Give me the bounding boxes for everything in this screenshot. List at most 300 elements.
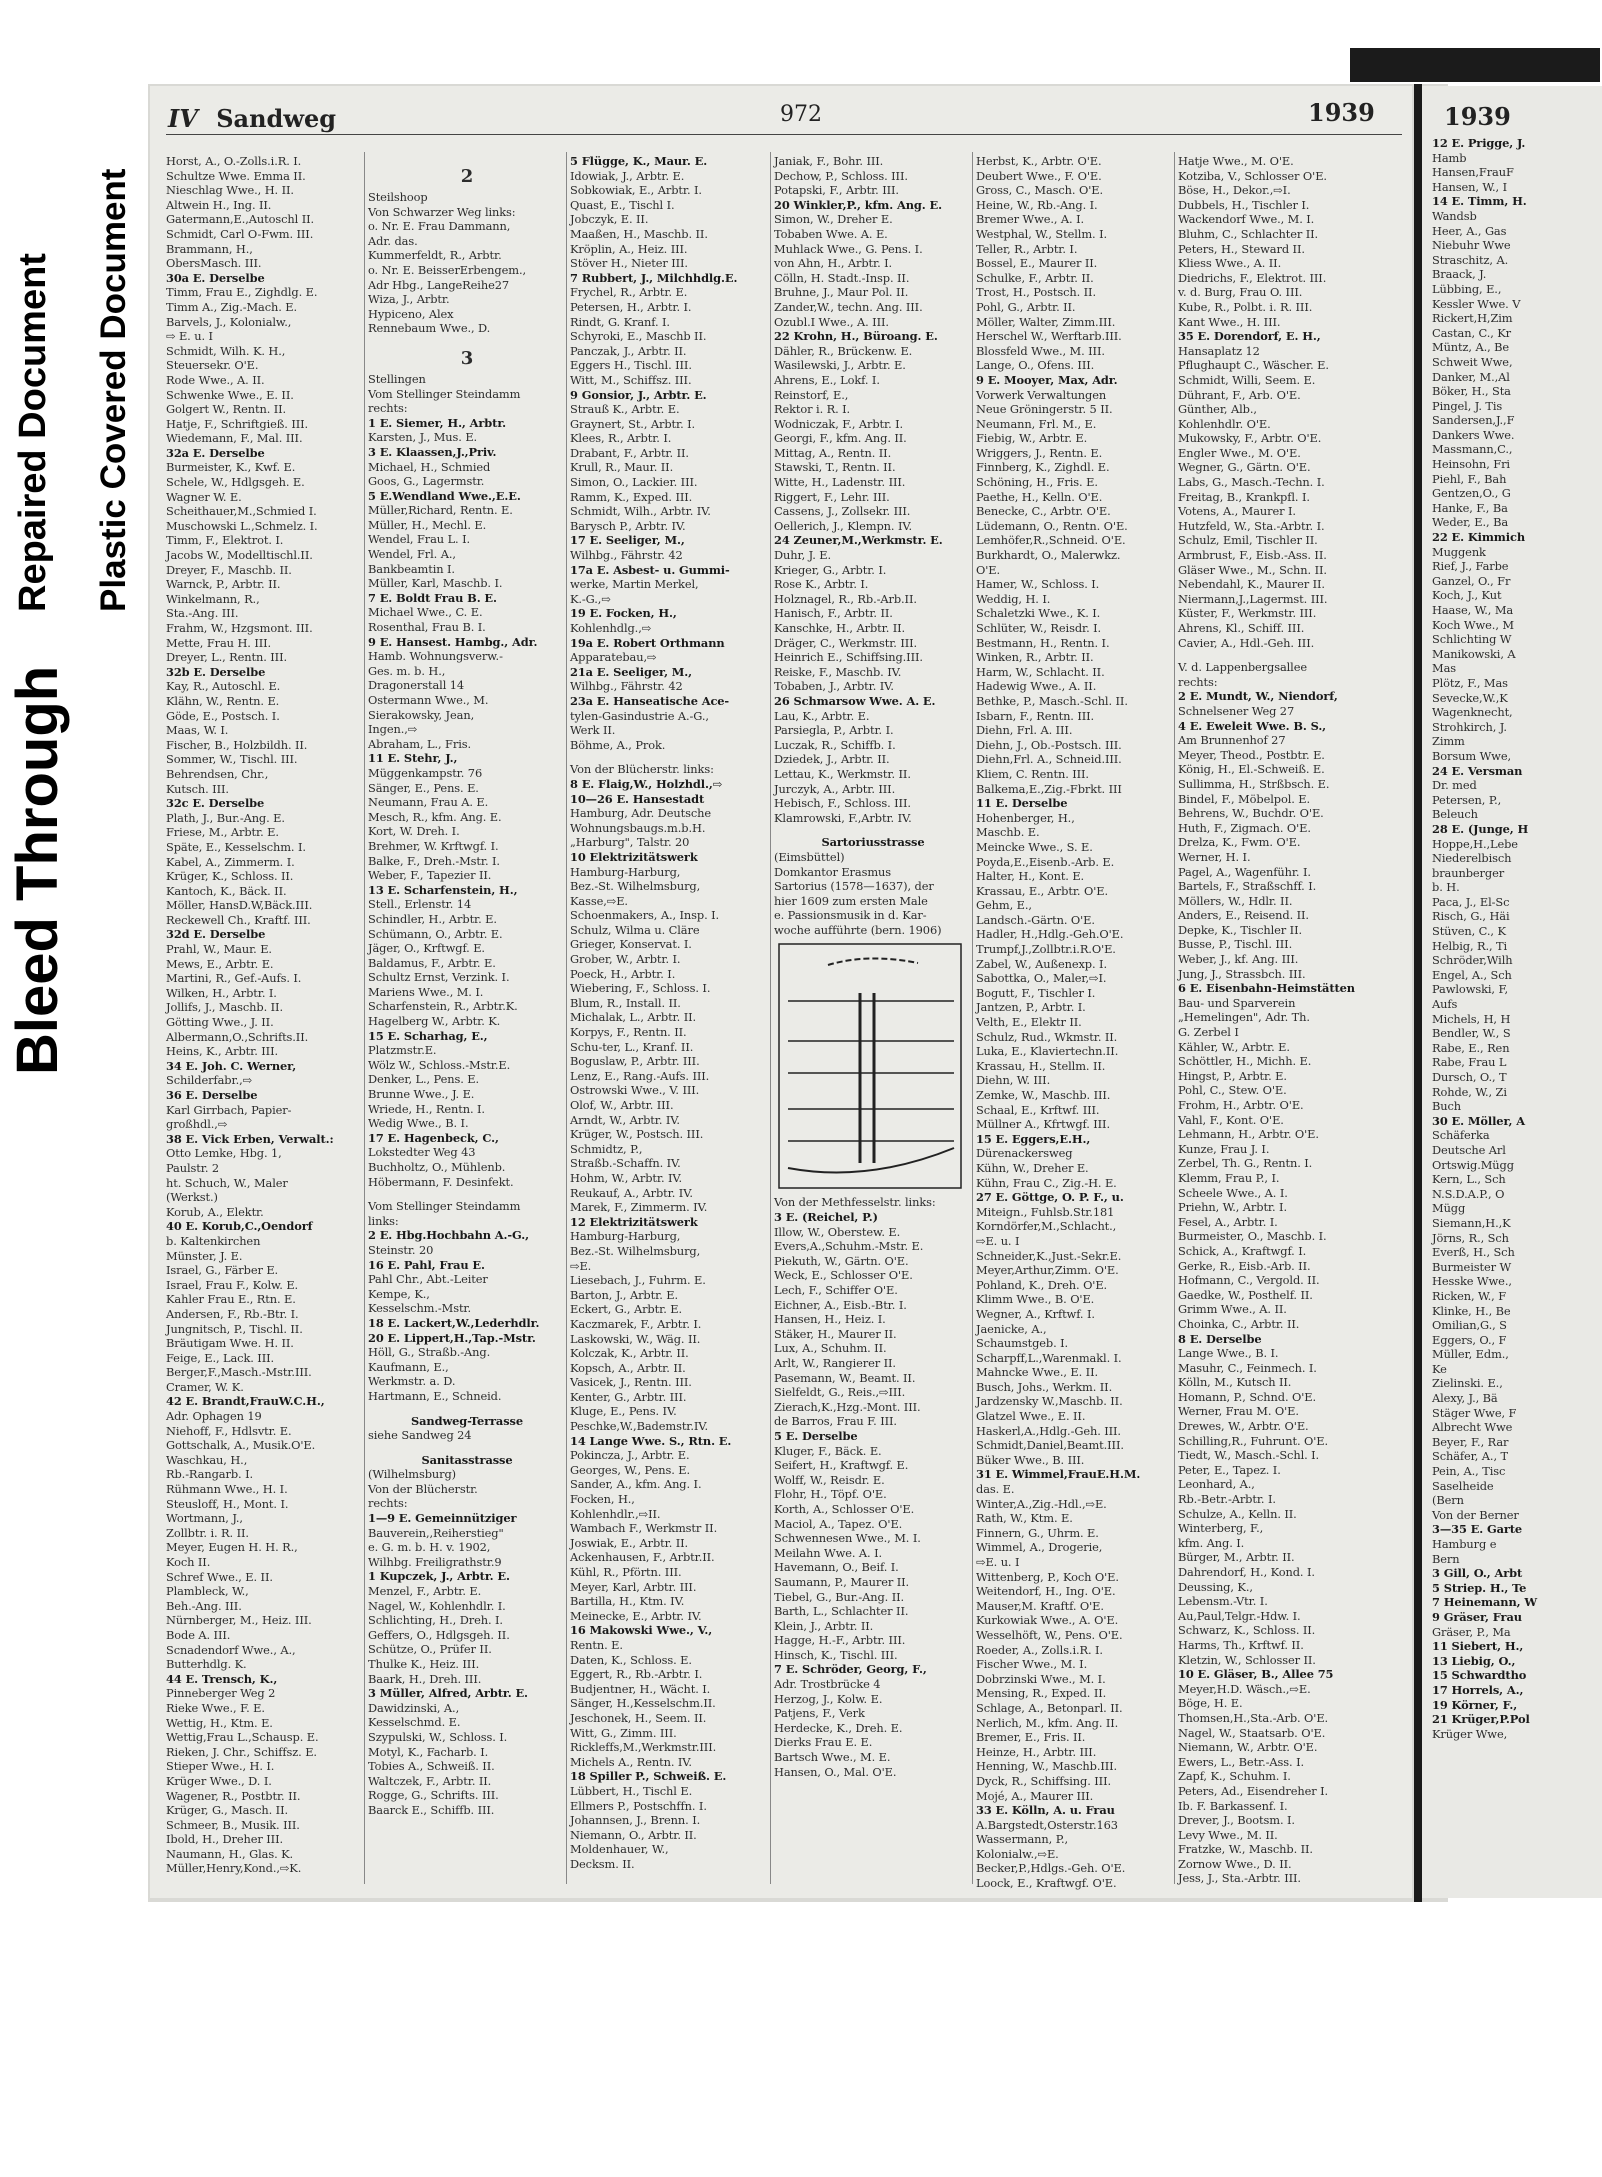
directory-entry: Bogutt, F., Tischler I. <box>976 985 1096 1000</box>
directory-entry: Teller, R., Arbtr. I. <box>976 241 1078 256</box>
directory-entry: Dechow, P., Schloss. III. <box>774 168 908 183</box>
directory-entry: Bankbeamtin I. <box>368 561 455 576</box>
directory-entry: Schnelsener Weg 27 <box>1178 703 1295 718</box>
directory-entry: Kolczak, K., Arbtr. II. <box>570 1346 689 1361</box>
directory-entry: Sielfeldt, G., Reis.,⇨III. <box>774 1385 906 1400</box>
directory-entry: Jäger, O., Krftwgf. E. <box>368 941 485 956</box>
directory-entry: Weddig, H. I. <box>976 591 1051 606</box>
directory-entry: Saumann, P., Maurer II. <box>774 1574 910 1589</box>
directory-entry: Balkema,E.,Zig.-Fbrkt. III <box>976 781 1122 796</box>
column-rule <box>972 152 973 1884</box>
directory-entry: Wittenberg, P., Koch O'E. <box>976 1569 1119 1584</box>
directory-entry: Michels A., Rentn. IV. <box>570 1754 692 1769</box>
directory-entry: o. Nr. E. BeisserErbengem., <box>368 262 526 277</box>
directory-entry: 1 Kupczek, J., Arbtr. E. <box>368 1569 510 1584</box>
directory-entry: 11 E. Derselbe <box>976 796 1068 811</box>
directory-entry: Pagel, A., Wagenführ. I. <box>1178 864 1311 879</box>
directory-entry: Werner, H. I. <box>1178 849 1251 864</box>
directory-entry: Werkmstr. a. D. <box>368 1374 456 1389</box>
directory-entry: Wackendorf Wwe., M. I. <box>1178 212 1315 227</box>
adjacent-entry: 11 Siebert, H., <box>1432 1639 1524 1654</box>
directory-entry: Adr. Ophagen 19 <box>166 1409 262 1424</box>
directory-entry: Wolff, W., Reisdr. E. <box>774 1472 885 1487</box>
directory-entry: Bindel, F., Möbelpol. E. <box>1178 791 1311 806</box>
directory-entry: 30a E. Derselbe <box>166 270 265 285</box>
directory-entry: Wohnungsbaugs.m.b.H. <box>570 820 706 835</box>
directory-entry: 36 E. Derselbe <box>166 1088 258 1102</box>
directory-entry: Kay, R., Autoschl. E. <box>166 679 281 694</box>
directory-entry: Ostrowski Wwe., V. III. <box>570 1083 700 1098</box>
directory-entry: Glatzel Wwe., E. II. <box>976 1409 1086 1424</box>
directory-entry: Poeck, H., Arbtr. I. <box>570 966 676 981</box>
directory-entry: Lemhöfer,R.,Schneid. O'E. <box>976 533 1126 548</box>
directory-entry: Seifert, H., Kraftwgf. E. <box>774 1458 909 1473</box>
directory-entry: Kesselschm.-Mstr. <box>368 1301 472 1316</box>
directory-entry: Heinrich E., Schiffsing.III. <box>774 650 923 665</box>
spacer <box>368 1443 566 1453</box>
directory-entry: Kolonialw.,⇨E. <box>976 1846 1059 1861</box>
directory-entry: Maaßen, H., Maschb. II. <box>570 226 708 241</box>
directory-entry: Hamburg-Harburg, <box>570 864 681 879</box>
directory-entry: Diehn, Frl. A. III. <box>976 723 1073 738</box>
directory-entry: Gläser Wwe., M., Schn. II. <box>1178 562 1327 577</box>
adjacent-entry: 24 E. Versman <box>1432 763 1523 778</box>
directory-entry: Karsten, J., Mus. E. <box>368 430 478 445</box>
directory-entry: Otto Lemke, Hbg. 1, <box>166 1146 282 1161</box>
directory-entry: Harm, W., Schlacht. II. <box>976 664 1105 679</box>
adjacent-entry: Heinsohn, Fri <box>1432 457 1510 472</box>
directory-entry: Ibold, H., Dreher III. <box>166 1832 284 1847</box>
directory-entry: Kenter, G., Arbtr. III. <box>570 1389 687 1404</box>
directory-entry: Diehn, W. III. <box>976 1073 1051 1088</box>
directory-entry: Martini, R., Gef.-Aufs. I. <box>166 971 302 986</box>
directory-entry: Wedig Wwe., B. I. <box>368 1116 469 1131</box>
directory-entry: Timm A., Zig.-Mach. E. <box>166 299 298 314</box>
directory-entry: Rose K., Arbtr. I. <box>774 577 869 592</box>
directory-entry: Zapf, K., Schuhm. I. <box>1178 1769 1291 1784</box>
directory-entry: Schyroki, E., Maschb II. <box>570 329 707 344</box>
directory-entry: Burkhardt, O., Malerwkz. <box>976 548 1121 563</box>
directory-entry: Quast, E., Tischl I. <box>570 197 675 212</box>
directory-entry: Deubert Wwe., F. O'E. <box>976 168 1102 183</box>
directory-entry: Schaumstgeb. I. <box>976 1336 1069 1351</box>
directory-entry: Szypulski, W., Schloss. I. <box>368 1729 508 1744</box>
directory-entry: Duhr, J. E. <box>774 548 831 563</box>
directory-entry: Budjentner, H., Wächt. I. <box>570 1681 711 1696</box>
directory-entry: Korpys, F., Rentn. II. <box>570 1025 687 1040</box>
directory-entry: Adr. Trostbrücke 4 <box>774 1677 881 1692</box>
section-heading: 2 <box>460 166 474 187</box>
directory-entry: Von der Blücherstr. <box>368 1481 478 1496</box>
directory-entry: 16 Makowski Wwe., V., <box>570 1623 713 1638</box>
adjacent-entry: Buch <box>1432 1099 1462 1114</box>
directory-entry: 19 E. Focken, H., <box>570 606 677 621</box>
directory-entry: Nieschlag Wwe., H. II. <box>166 183 294 198</box>
adjacent-entry: 3 Gill, O., Arbt <box>1432 1566 1523 1581</box>
directory-entry: Illow, W., Oberstew. E. <box>774 1224 901 1239</box>
adjacent-entry: Hanke, F., Ba <box>1432 500 1508 515</box>
directory-entry: hier 1609 zum ersten Male <box>774 893 928 908</box>
directory-entry: Dührant, F., Arb. O'E. <box>1178 387 1301 402</box>
directory-entry: Nürnberger, M., Heiz. III. <box>166 1613 312 1628</box>
adjacent-entry: Omilian,G., S <box>1432 1318 1507 1333</box>
directory-entry: Wilhbg., Fährstr. 42 <box>570 548 683 563</box>
directory-entry: Sänger, E., Pens. E. <box>368 780 479 795</box>
directory-entry: Wagener, R., Postbtr. II. <box>166 1788 301 1803</box>
directory-entry: Jaenicke, A., <box>976 1321 1047 1336</box>
directory-entry: Andersen, F., Rb.-Btr. I. <box>166 1306 299 1321</box>
directory-entry: Mensing, R., Exped. II. <box>976 1686 1107 1701</box>
directory-entry: Wriggers, J., Rentn. E. <box>976 445 1103 460</box>
directory-column <box>774 154 972 1884</box>
directory-entry: Fischer, B., Holzbildh. II. <box>166 737 308 752</box>
directory-entry: Idowiak, J., Arbtr. E. <box>570 168 685 183</box>
directory-entry: Bartsch Wwe., M. E. <box>774 1750 891 1765</box>
street-location-map <box>778 943 962 1189</box>
directory-entry: Klähn, W., Rentn. E. <box>166 693 280 708</box>
directory-entry: Gottschalk, A., Musik.O'E. <box>166 1438 316 1453</box>
directory-entry: Meyer, Karl, Arbtr. III. <box>570 1579 697 1594</box>
directory-entry: Niermann,J.,Lagermst. III. <box>1178 591 1328 606</box>
directory-entry: Choinka, C., Arbtr. II. <box>1178 1316 1300 1331</box>
directory-entry: Cassens, J., Zollsekr. III. <box>774 504 911 519</box>
directory-entry: Scharpff,L.,Warenmakl. I. <box>976 1350 1122 1365</box>
directory-entry: Schöttler, H., Michh. E. <box>1178 1054 1312 1069</box>
directory-entry: Hatje Wwe., M. O'E. <box>1178 154 1294 168</box>
directory-entry: Gross, C., Masch. O'E. <box>976 183 1103 198</box>
adjacent-entry: Sandersen,J.,F <box>1432 413 1515 428</box>
directory-entry: Sta.-Ang. III. <box>166 606 239 621</box>
directory-entry: Neumann, Frau A. E. <box>368 795 489 810</box>
directory-entry: Schmidt, Wilh., Arbtr. IV. <box>570 504 711 519</box>
directory-entry: Pinneberger Weg 2 <box>166 1686 276 1701</box>
directory-entry: Niehoff, F., Hdlsvtr. E. <box>166 1423 292 1438</box>
adjacent-entry: Mas <box>1432 661 1456 676</box>
directory-entry: Rieken, J. Chr., Schiffsz. E. <box>166 1744 317 1759</box>
adjacent-entry: Klinke, H., Be <box>1432 1303 1511 1318</box>
adjacent-entry: Schröder,Wilh <box>1432 953 1513 968</box>
directory-entry: Krieger, G., Arbtr. I. <box>774 562 887 577</box>
directory-entry: Lange Wwe., B. I. <box>1178 1346 1279 1361</box>
directory-entry: Wambach F., Werkmstr II. <box>570 1521 718 1536</box>
directory-entry: Luka, E., Klaviertechn.II. <box>976 1044 1119 1059</box>
directory-entry: Ib. F. Barkassenf. I. <box>1178 1798 1288 1813</box>
directory-entry: Kluger, F., Bäck. E. <box>774 1443 882 1458</box>
directory-entry: Daten, K., Schloss. E. <box>570 1652 692 1667</box>
directory-entry: Grimm Wwe., A. II. <box>1178 1302 1287 1317</box>
adjacent-entry: Böker, H., Sta <box>1432 384 1511 399</box>
adjacent-entry: Schäfer, A., T <box>1432 1449 1508 1464</box>
directory-entry: Schlüter, W., Reisdr. I. <box>976 621 1102 635</box>
directory-entry: Lenz, E., Rang.-Aufs. III. <box>570 1068 710 1083</box>
directory-entry: Stellingen <box>368 371 426 386</box>
section-heading: Sanitasstrasse <box>421 1452 513 1467</box>
adjacent-entry: Kessler Wwe. V <box>1432 296 1521 311</box>
directory-entry: Janiak, F., Bohr. III. <box>774 154 884 168</box>
directory-entry: Luczak, R., Schiffb. I. <box>774 737 896 752</box>
directory-entry: Horst, A., O.-Zolls.i.R. I. <box>166 154 302 168</box>
directory-entry: Maciol, A., Tapez. O'E. <box>774 1516 903 1531</box>
directory-entry: Krüger, W., Postsch. III. <box>570 1127 704 1142</box>
adjacent-entry: Koch Wwe., M <box>1432 617 1514 632</box>
directory-entry: Korth, A., Schlosser O'E. <box>774 1501 915 1516</box>
directory-entry: 23a E. Hanseatische Ace- <box>570 693 730 708</box>
directory-entry: Naumann, H., Glas. K. <box>166 1846 294 1861</box>
directory-entry: Zabel, W., Außenexp. I. <box>976 956 1107 971</box>
directory-entry: Eichner, A., Eisb.-Btr. I. <box>774 1297 907 1312</box>
directory-entry: Fratzke, W., Maschb. II. <box>1178 1842 1313 1857</box>
directory-entry: Fesel, A., Arbtr. I. <box>1178 1214 1278 1229</box>
directory-entry: Graynert, St., Arbtr. I. <box>570 416 696 431</box>
directory-entry: Bauverein,,Reiherstieg" <box>368 1525 504 1540</box>
directory-entry: Lux, A., Schuhm. II. <box>774 1341 887 1356</box>
directory-entry: Kähler, W., Arbtr. E. <box>1178 1039 1290 1054</box>
directory-entry: Haskerl,A.,Hdlg.-Geh. III. <box>976 1423 1121 1438</box>
directory-entry: Schoenmakers, A., Insp. I. <box>570 908 720 923</box>
directory-entry: V. d. Lappenbergsallee <box>1178 660 1307 675</box>
adjacent-entry: Rabe, Frau L <box>1432 1055 1507 1070</box>
directory-entry: Vorwerk Verwaltungen <box>976 387 1107 402</box>
directory-entry: Busse, P., Tischl. III. <box>1178 937 1293 952</box>
adjacent-entry: Stüven, C., K <box>1432 924 1506 939</box>
directory-entry: Müller,Richard, Rentn. E. <box>368 503 513 518</box>
directory-entry: Anders, E., Reisend. II. <box>1178 908 1309 923</box>
directory-entry: Georgi, F., kfm. Ang. II. <box>774 431 907 446</box>
directory-entry: 18 Spiller P., Schweiß. E. <box>570 1769 727 1784</box>
directory-entry: Schmidt,Daniel,Beamt.III. <box>976 1438 1124 1453</box>
directory-entry: Brehmer, W. Krftwgf. I. <box>368 838 499 853</box>
directory-entry: Roeder, A., Zolls.i.R. I. <box>976 1642 1103 1657</box>
spacer <box>368 1189 566 1199</box>
directory-entry: Drewes, W., Arbtr. O'E. <box>1178 1419 1309 1434</box>
directory-entry: Rektor i. R. I. <box>774 402 851 417</box>
adjacent-entry: Schweit Wwe, <box>1432 354 1513 369</box>
directory-entry: ⇨E. u. I <box>976 1233 1020 1248</box>
directory-entry: Rosenthal, Frau B. I. <box>368 620 486 635</box>
directory-entry: G. Zerbel I <box>1178 1025 1239 1040</box>
directory-entry: Plath, J., Bur.-Ang. E. <box>166 810 285 825</box>
directory-entry: Wilken, H., Arbtr. I. <box>166 985 277 1000</box>
directory-entry: Laskowski, W., Wäg. II. <box>570 1331 701 1346</box>
directory-entry: Lübbert, H., Tischl E. <box>570 1783 693 1798</box>
directory-entry: woche aufführte (bern. 1906) <box>774 922 942 937</box>
column-rule <box>364 152 365 1884</box>
directory-entry: Hebisch, F., Schloss. III. <box>774 796 911 811</box>
directory-entry: v. d. Burg, Frau O. III. <box>1178 285 1303 300</box>
directory-entry: Finnern, G., Uhrm. E. <box>976 1525 1099 1540</box>
adjacent-entry: Danker, M.,Al <box>1432 369 1510 384</box>
directory-entry: Goos, G., Lagermstr. <box>368 474 485 489</box>
directory-entry: Kohlenhdlr. O'E. <box>1178 416 1271 431</box>
directory-entry: Gaedke, W., Posthelf. II. <box>1178 1287 1313 1302</box>
directory-entry: Klamrowski, F.,Arbtr. IV. <box>774 810 912 825</box>
directory-entry: Schaal, E., Krftwf. III. <box>976 1102 1100 1117</box>
directory-entry: ⇨E. <box>570 1258 592 1273</box>
directory-entry: Baldamus, F., Arbtr. E. <box>368 955 496 970</box>
adjacent-year-heading: 1939 <box>1444 102 1511 131</box>
directory-entry: Bartilla, H., Ktm. IV. <box>570 1594 685 1609</box>
book-gutter <box>1414 84 1422 1902</box>
page-number: 972 <box>780 102 822 127</box>
directory-entry: Kesselschmd. E. <box>368 1715 461 1730</box>
directory-entry: Bremer Wwe., A. I. <box>976 212 1085 227</box>
directory-entry: Kunze, Frau J. I. <box>1178 1141 1270 1156</box>
adjacent-entry: Dankers Wwe. <box>1432 427 1515 442</box>
adjacent-entry: Weder, E., Ba <box>1432 515 1509 530</box>
directory-entry: Burmeister, K., Kwf. E. <box>166 460 296 475</box>
adjacent-page-text <box>1432 136 1602 1741</box>
directory-entry: 22 Krohn, H., Büroang. E. <box>774 329 938 344</box>
directory-entry: Dräger, C., Werkmstr. III. <box>774 635 918 650</box>
directory-entry: Kahler Frau E., Rtn. E. <box>166 1292 296 1307</box>
adjacent-entry: 7 Heinemann, W <box>1432 1595 1538 1610</box>
directory-entry: Velth, E., Elektr II. <box>976 1015 1082 1030</box>
directory-entry: Bremer, E., Fris. II. <box>976 1730 1086 1745</box>
directory-entry: Plambleck, W., <box>166 1584 249 1599</box>
adjacent-entry: Everß, H., Sch <box>1432 1245 1515 1260</box>
directory-entry: Sommer, W., Tischl. III. <box>166 752 298 767</box>
directory-entry: Hutzfeld, W., Sta.-Arbtr. I. <box>1178 518 1325 533</box>
directory-entry: Schwenke Wwe., E. II. <box>166 387 294 402</box>
directory-entry: Sabottka, O., Maler,⇨I. <box>976 971 1107 986</box>
directory-entry: Pohland, K., Dreh. O'E. <box>976 1277 1108 1292</box>
adjacent-entry: Pein, A., Tisc <box>1432 1464 1506 1479</box>
adjacent-entry: Hesske Wwe., <box>1432 1274 1512 1289</box>
directory-entry: Schindler, H., Arbtr. E. <box>368 911 497 926</box>
directory-entry: Platzmstr.E. <box>368 1043 437 1058</box>
directory-entry: Baark, H., Dreh. III. <box>368 1671 482 1686</box>
directory-entry: Altwein H., Ing. II. <box>166 197 272 212</box>
adjacent-entry: Rief, J., Farbe <box>1432 559 1509 574</box>
directory-entry: Hamb. Wohnungsverw.- <box>368 649 503 664</box>
directory-entry: Lettau, K., Werkmstr. II. <box>774 766 911 781</box>
adjacent-entry: Müntz, A., Be <box>1432 340 1510 355</box>
directory-entry: Warnck, P., Arbtr. II. <box>166 577 281 592</box>
directory-entry: Rieke Wwe., F. E. <box>166 1700 265 1715</box>
directory-entry: Baarck E., Schiffb. III. <box>368 1802 495 1817</box>
directory-entry: Rath, W., Ktm. E. <box>976 1511 1073 1526</box>
directory-entry: Armbrust, F., Eisb.-Ass. II. <box>1178 548 1327 563</box>
directory-column <box>976 154 1174 1891</box>
directory-entry: Götting Wwe., J. II. <box>166 1015 274 1030</box>
directory-entry: Cramer, W. K. <box>166 1379 244 1394</box>
directory-entry: Müller,Henry,Kond.,⇨K. <box>166 1861 302 1876</box>
directory-entry: Flohr, H., Töpf. O'E. <box>774 1487 887 1502</box>
directory-entry: Kühl, R., Pförtn. III. <box>570 1565 682 1579</box>
directory-entry: Miteign., Fuhlsb.Str.181 <box>976 1204 1115 1219</box>
directory-entry: Bestmann, H., Rentn. I. <box>976 635 1110 650</box>
directory-entry: Pohl, C., Stew. O'E. <box>1178 1083 1287 1098</box>
directory-entry: Kohlenhdlg.,⇨ <box>570 621 652 635</box>
adjacent-entry: Mügg <box>1432 1201 1466 1216</box>
directory-entry: Meyer, Eugen H. H. R., <box>166 1540 298 1555</box>
directory-entry: Brammann, H., <box>166 241 253 256</box>
directory-entry: Schultze Wwe. Emma II. <box>166 168 306 183</box>
directory-entry: Fischer Wwe., M. I. <box>976 1657 1088 1672</box>
directory-entry: 31 E. Wimmel,FrauE.H.M. <box>976 1467 1141 1482</box>
street-heading: Sandweg <box>216 104 337 133</box>
adjacent-entry: braunberger <box>1432 865 1505 880</box>
directory-entry: Eggers H., Tischl. III. <box>570 358 692 373</box>
directory-entry: 18 E. Lackert,W.,Lederhdlr. <box>368 1315 540 1330</box>
directory-entry: Ramm, K., Exped. III. <box>570 489 693 504</box>
adjacent-entry: Risch, G., Häi <box>1432 909 1510 924</box>
directory-entry: Von der Methfesselstr. links: <box>774 1195 936 1210</box>
directory-entry: Büker Wwe., B. III. <box>976 1452 1085 1467</box>
spacer <box>368 1404 566 1414</box>
directory-entry: Tobies A., Schweiß. II. <box>368 1759 495 1774</box>
adjacent-entry: Hamburg e <box>1432 1537 1497 1551</box>
directory-entry: Dreyer, L., Rentn. III. <box>166 650 287 665</box>
directory-entry: Nagel, W., Kohlenhdlr. I. <box>368 1598 506 1613</box>
directory-entry: Krüger Wwe., D. I. <box>166 1773 272 1788</box>
adjacent-page <box>1422 86 1602 1898</box>
volume-number: IV <box>168 104 198 133</box>
directory-entry: Herbst, K., Arbtr. O'E. <box>976 154 1102 168</box>
directory-entry: Hamburg-Harburg, <box>570 1229 681 1244</box>
directory-entry: Schmeer, B., Musik. III. <box>166 1817 300 1832</box>
directory-entry: ⇨E. u. I <box>976 1555 1020 1569</box>
adjacent-entry: 3—35 E. Garte <box>1432 1522 1523 1537</box>
directory-entry: Beh.-Ang. III. <box>166 1598 242 1613</box>
directory-entry: Möller, Walter, Zimm.III. <box>976 314 1116 329</box>
directory-entry: 7 Rubbert, J., Milchhdlg.E. <box>570 270 738 285</box>
directory-entry: (Werkst.) <box>166 1190 218 1205</box>
directory-entry: Herzog, J., Kolw. E. <box>774 1691 883 1706</box>
directory-entry: Masuhr, C., Feinmech. I. <box>1178 1360 1317 1375</box>
directory-entry: Werk II. <box>570 723 616 738</box>
adjacent-entry: b. H. <box>1432 880 1460 895</box>
directory-entry: Klees, R., Arbtr. I. <box>570 431 672 446</box>
directory-entry: 19a E. Robert Orthmann <box>570 635 725 650</box>
directory-entry: Kempe, K., <box>368 1286 430 1301</box>
directory-entry: Mews, E., Arbtr. E. <box>166 956 274 971</box>
directory-entry: Sierakowsky, Jean, <box>368 707 475 722</box>
directory-entry: Drelza, K., Fwm. O'E. <box>1178 835 1301 850</box>
directory-entry: Münster, J. E. <box>166 1248 243 1263</box>
adjacent-entry: Dursch, O., T <box>1432 1070 1507 1084</box>
directory-entry: Kube, R., Polbt. i. R. III. <box>1178 299 1313 314</box>
directory-entry: Vahl, F., Kont. O'E. <box>1178 1112 1284 1127</box>
directory-entry: Blum, R., Install. II. <box>570 995 681 1010</box>
directory-entry: Hingst, P., Arbtr. E. <box>1178 1068 1287 1083</box>
directory-entry: „Harburg", Talstr. 20 <box>570 835 690 850</box>
directory-entry: Panczak, J., Arbtr. II. <box>570 343 687 358</box>
directory-entry: Vom Stellinger Steindamm <box>368 386 521 401</box>
column-rule <box>566 152 567 1884</box>
directory-entry: Hofmann, C., Vergold. II. <box>1178 1273 1320 1288</box>
directory-entry: Rindt, G. Kranf. I. <box>570 314 670 329</box>
directory-entry: 21a E. Seeliger, M., <box>570 664 693 679</box>
adjacent-entry: Helbig, R., Ti <box>1432 938 1508 953</box>
directory-entry: Dyck, R., Schiffsing. III. <box>976 1773 1112 1788</box>
spacer <box>1178 650 1376 660</box>
directory-entry: Schulke, F., Arbtr. II. <box>976 270 1094 285</box>
directory-entry: Niemann, W., Arbtr. O'E. <box>1178 1740 1318 1755</box>
directory-entry: Kölln, M., Kutsch II. <box>1178 1375 1292 1390</box>
directory-entry: Meincke Wwe., S. E. <box>976 839 1093 854</box>
directory-entry: Depke, K., Tischler II. <box>1178 922 1302 937</box>
directory-entry: Olof, W., Arbtr. III. <box>570 1098 674 1112</box>
directory-entry: Kummerfeldt, R., Arbtr. <box>368 248 502 263</box>
directory-entry: Küster, F., Werkmstr. III. <box>1178 606 1317 621</box>
directory-entry: Buchholtz, O., Mühlenb. <box>368 1160 506 1174</box>
directory-entry: Maschb. E. <box>976 825 1040 840</box>
adjacent-entry: 22 E. Kimmich <box>1432 530 1526 545</box>
directory-entry: 9 E. Hansest. Hambg., Adr. <box>368 634 538 649</box>
directory-entry: Wiedemann, F., Mal. III. <box>166 431 303 446</box>
directory-entry: Neue Gröningerstr. 5 II. <box>976 402 1113 417</box>
